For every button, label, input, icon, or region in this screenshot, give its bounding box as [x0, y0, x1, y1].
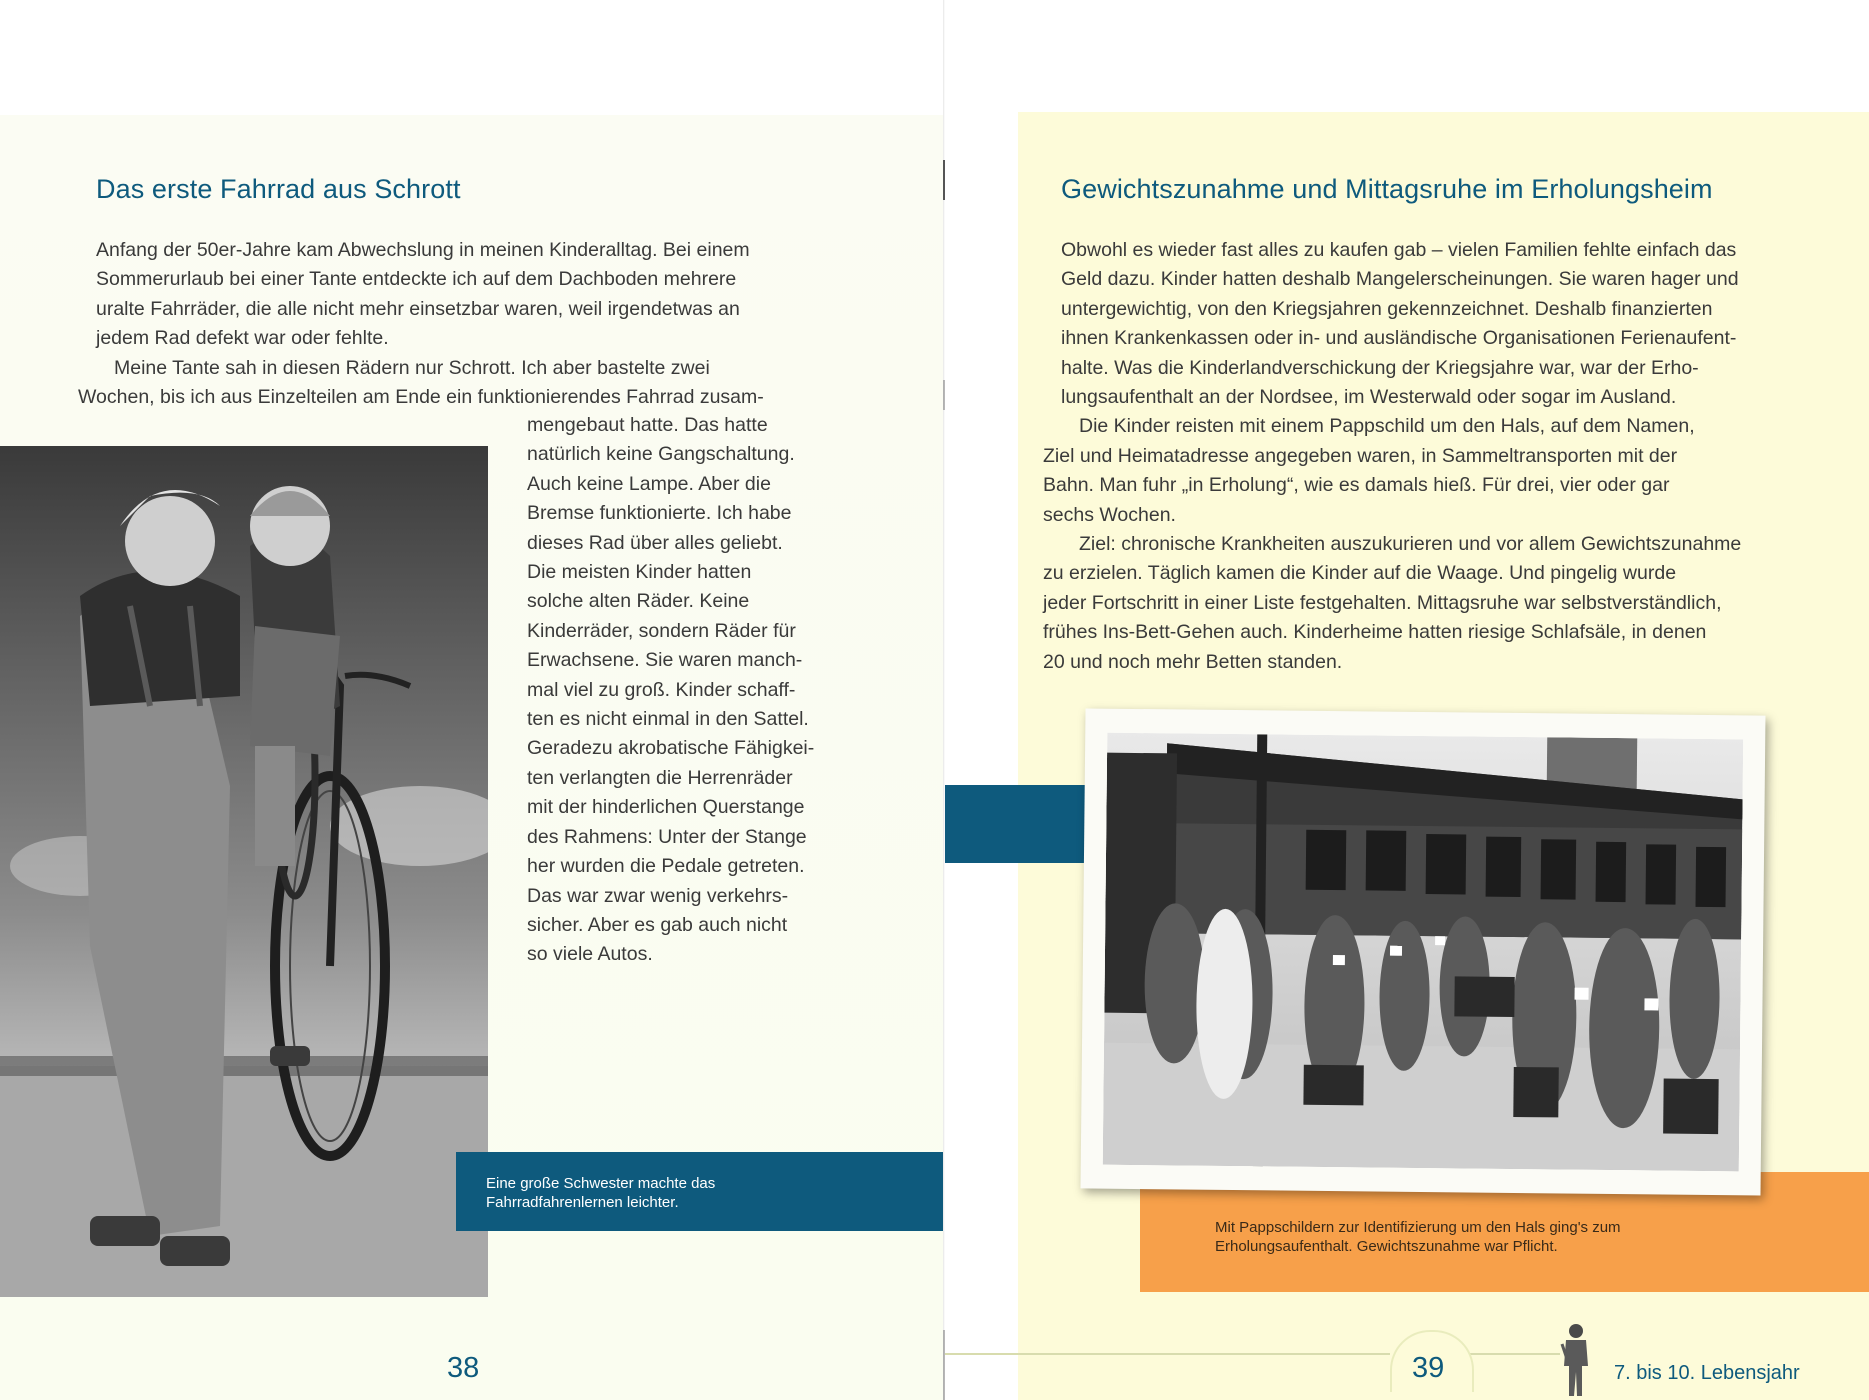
left-caption — [456, 1152, 946, 1231]
text-line: ten es nicht einmal in den Sattel. — [527, 708, 809, 731]
text-line: sicher. Aber es gab auch nicht — [527, 913, 788, 936]
text-line: Die meisten Kinder hatten — [527, 561, 752, 584]
text-line: des Rahmens: Unter der Stange — [527, 825, 807, 848]
text-line: untergewichtig, von den Kriegsjahren gekennzeichnet. Deshalb finanzierten — [1061, 297, 1713, 320]
page-number-left: 38 — [447, 1352, 480, 1384]
text-line: mit der hinderlichen Querstange — [527, 796, 805, 819]
gutter-mark — [943, 1330, 945, 1400]
text-line: Meine Tante sah in diesen Rädern nur Schrott. Ich aber bastelte zwei — [114, 356, 710, 379]
text-line: sechs Wochen. — [1043, 503, 1176, 526]
text-line: Wochen, bis ich aus Einzelteilen am Ende ein funktionierendes Fahrrad zusam- — [78, 386, 764, 409]
text-line: Erholungsaufenthalt. Gewichtszunahme war Pflicht. — [1215, 1238, 1558, 1255]
right-paragraph-1 — [1061, 236, 1861, 412]
child-figure-icon — [1558, 1322, 1594, 1398]
text-line: Mit Pappschildern zur Identifizierung um den Hals ging's zum — [1215, 1219, 1621, 1236]
text-line: Anfang der 50er-Jahre kam Abwechslung in meinen Kinderalltag. Bei einem — [96, 239, 750, 261]
right-paragraph-2 — [1043, 412, 1861, 530]
text-line: frühes Ins-Bett-Gehen auch. Kinderheime hatten riesige Schlafsäle, in denen — [1043, 621, 1707, 644]
text-line: Kinderräder, sondern Räder für — [527, 619, 796, 642]
left-narrow-column — [527, 411, 839, 970]
left-body-text — [78, 236, 856, 412]
right-heading: Gewichtszunahme und Mittagsruhe im Erholungsheim — [1061, 174, 1713, 204]
text-line: Obwohl es wieder fast alles zu kaufen gab – vielen Familien fehlte einfach das — [1061, 239, 1737, 261]
text-line: Das war zwar wenig verkehrs- — [527, 884, 789, 907]
text-line: natürlich keine Gangschaltung. — [527, 443, 795, 466]
text-line: halte. Was die Kinderlandverschickung der Kriegsjahre war, war der Erho- — [1061, 356, 1699, 379]
right-body-text — [1043, 236, 1861, 677]
text-line: 20 und noch mehr Betten standen. — [1043, 650, 1343, 673]
blue-accent-tab — [945, 785, 1093, 863]
text-line: mal viel zu groß. Kinder schaff- — [527, 678, 796, 701]
text-line: Ziel: chronische Krankheiten auszukurieren und vor allem Gewichtszunahme — [1079, 533, 1742, 556]
text-line: solche alten Räder. Keine — [527, 590, 750, 613]
text-line: so viele Autos. — [527, 943, 653, 966]
text-line: Fahrradfahrenlernen leichter. — [486, 1194, 679, 1211]
text-line: Geld dazu. Kinder hatten deshalb Mangelerscheinungen. Sie waren hager und — [1061, 268, 1739, 291]
text-line: Bremse funktionierte. Ich habe — [527, 502, 792, 525]
text-line: ten verlangten die Herrenräder — [527, 766, 793, 789]
gutter-mark — [943, 160, 945, 200]
right-paragraph-3 — [1043, 530, 1861, 677]
page-number-right: 39 — [1412, 1352, 1445, 1384]
text-line: zu erzielen. Täglich kamen die Kinder auf die Waage. Und pingelig wurde — [1043, 562, 1677, 585]
left-heading: Das erste Fahrrad aus Schrott — [96, 174, 461, 204]
text-line: dieses Rad über alles geliebt. — [527, 531, 783, 554]
text-line: mengebaut hatte. Das hatte — [527, 414, 768, 436]
text-line: Die Kinder reisten mit einem Pappschild um den Hals, auf dem Namen, — [1079, 415, 1695, 438]
text-line: her wurden die Pedale getreten. — [527, 855, 805, 878]
text-line: jedem Rad defekt war oder fehlte. — [96, 327, 389, 350]
text-line: jeder Fortschritt in einer Liste festgehalten. Mittagsruhe war selbstverständlich, — [1043, 591, 1722, 614]
text-line: ihnen Krankenkassen oder in- und ausländische Organisationen Ferienaufent- — [1061, 327, 1737, 350]
gutter-mark — [943, 380, 945, 410]
text-line: uralte Fahrräder, die alle nicht mehr einsetzbar waren, weil irgendetwas an — [96, 297, 740, 320]
text-line: lungsaufenthalt an der Nordsee, im Westerwald oder sogar im Ausland. — [1061, 386, 1677, 409]
train-photo — [1103, 733, 1743, 1172]
text-line: Sommerurlaub bei einer Tante entdeckte ich auf dem Dachboden mehrere — [96, 268, 737, 291]
text-line: Auch keine Lampe. Aber die — [527, 472, 771, 495]
footer-rule — [1470, 1353, 1560, 1355]
left-paragraph-1 — [96, 236, 856, 354]
text-line: Eine große Schwester machte das — [486, 1175, 716, 1192]
left-paragraph-2 — [78, 354, 856, 413]
running-head: 7. bis 10. Lebensjahr — [1614, 1362, 1800, 1384]
text-line: Erwachsene. Sie waren manch- — [527, 649, 803, 672]
page-gutter — [943, 0, 945, 1400]
text-line: Bahn. Man fuhr „in Erholung“, wie es damals hieß. Für drei, vier oder gar — [1043, 474, 1670, 497]
bicycle-photo — [0, 446, 488, 1297]
text-line: Geradezu akrobatische Fähigkei- — [527, 737, 815, 760]
text-line: Ziel und Heimatadresse angegeben waren, in Sammeltransporten mit der — [1043, 444, 1678, 467]
footer-rule — [945, 1353, 1390, 1355]
train-photo-frame — [1081, 708, 1766, 1195]
